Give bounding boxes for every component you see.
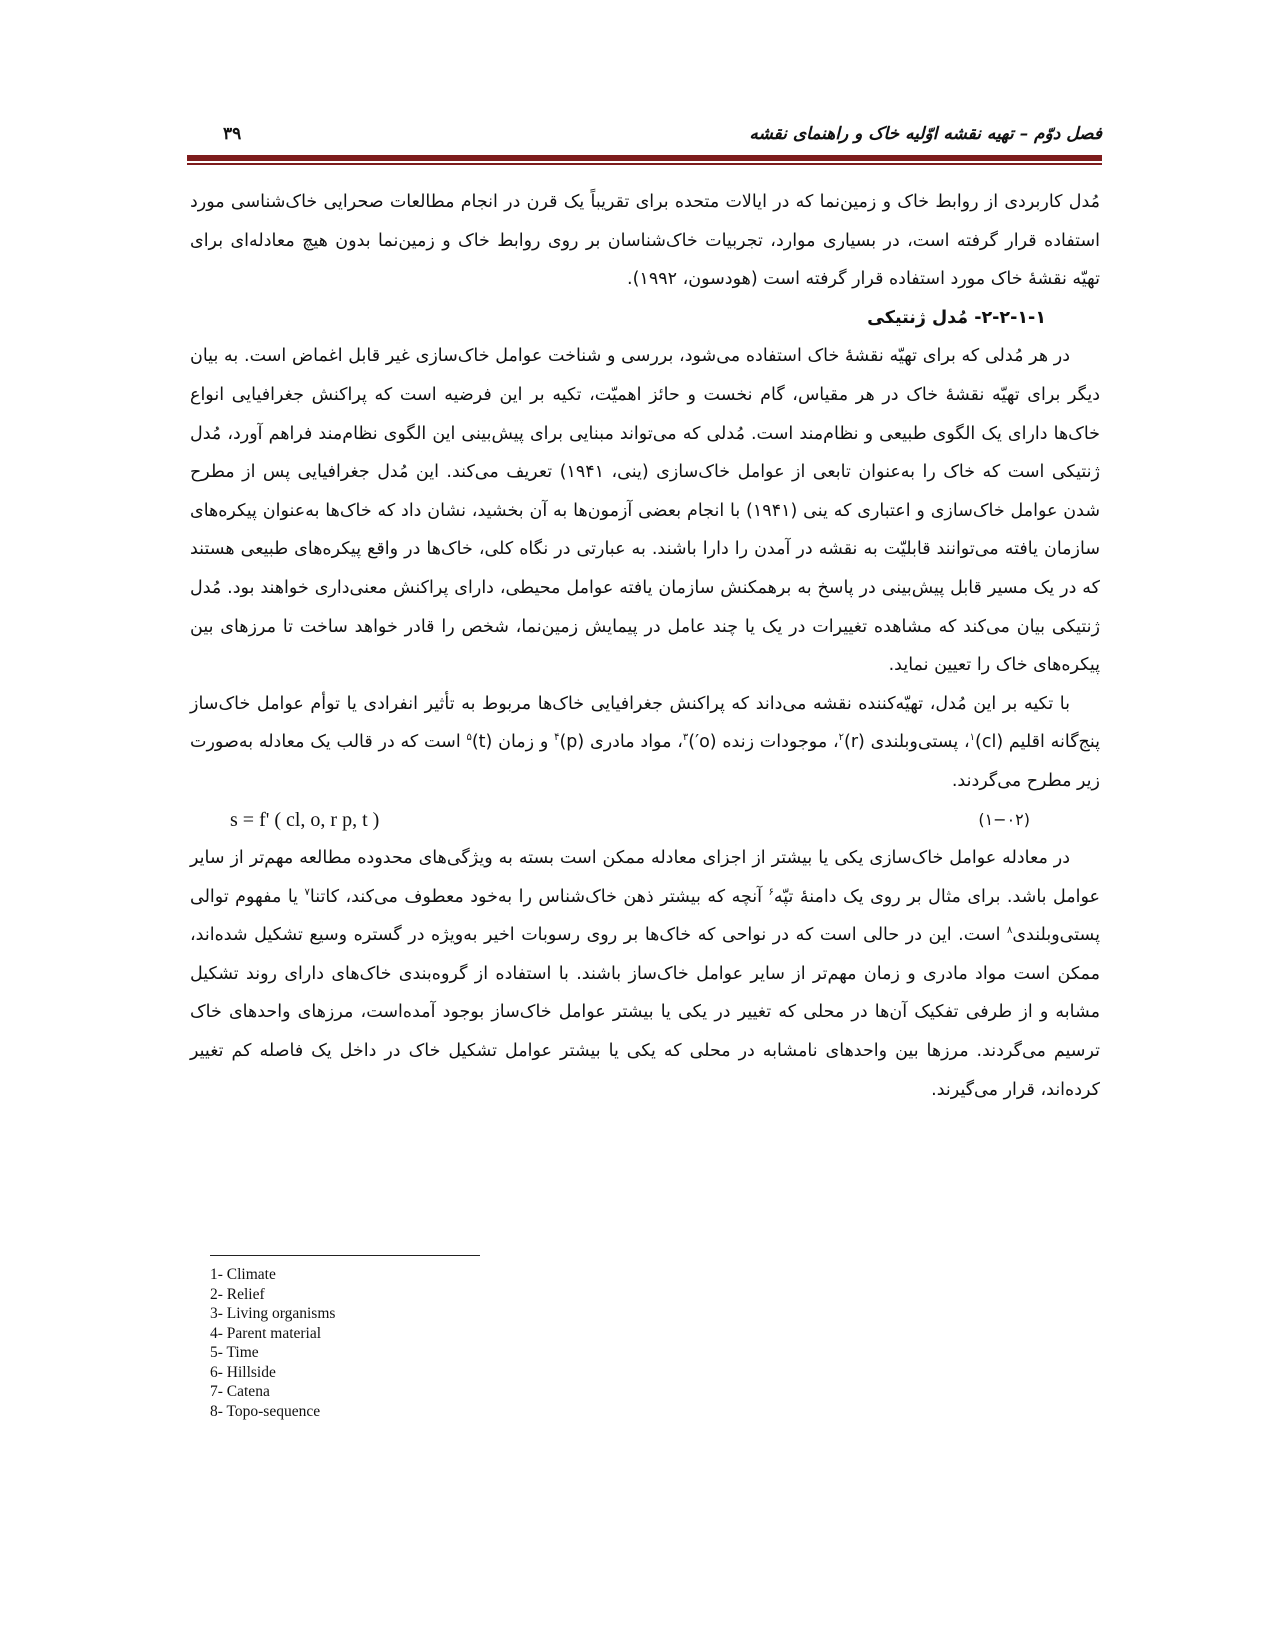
- paragraph-4-part-d: است. این در حالی است که در نواحی که خاک‌ها بر روی رسوبات اخیر به‌ویژه در گستره وسیع تشکیل شده‌اند، ممکن است مواد مادری و زمان مهم‌تر از سایر عوامل خاک‌ساز باشند. با استفاده از گروه‌بندی خاک‌های دارای روند تشکیل مشابه و از طرفی تفکیک آن‌ها در محلی که تغییر در یکی یا بیشتر عوامل خاک‌ساز بوجود آمده‌است، مرزهای واحدهای خاک ترسیم می‌گردند. مرزها بین واحدهای نامشابه در محلی که یکی یا بیشتر عوامل تشکیل خاک در داخل یک فاصله کم تغییر کرده‌اند، قرار می‌گیرند.: [190, 925, 1100, 1100]
- equation: s = f' ( cl, o, r p, t ): [230, 808, 380, 831]
- main-text: [190, 183, 1100, 1109]
- paragraph-3-part-f: است که در قالب یک معادله به‌صورت زیر مطرح می‌گردند.: [190, 732, 1100, 791]
- page-number: ۳۹: [223, 124, 242, 144]
- paragraph-1: مُدل کاربردی از روابط خاک و زمین‌نما که در ایالات متحده برای تقریباً یک قرن در انجام مطالعات صحرایی خاک‌شناسی مورد استفاده قرار گرفته است، در بسیاری موارد، تجربیات خاک‌شناسان بر روی روابط خاک و زمین‌نما بدون هیچ معادله‌ای برای تهیّه نقشهٔ خاک مورد استفاده قرار گرفته است (هودسون، ۱۹۹۲).: [190, 192, 1100, 290]
- paragraph-4-part-c: یا مفهوم توالی پستی‌وبلندی: [190, 886, 1100, 946]
- footnote-item: 4- Parent material: [210, 1324, 322, 1342]
- footnote-mark-2: ۲: [838, 732, 844, 744]
- paragraph-3-part-b: ، پستی‌وبلندی (r): [843, 732, 970, 753]
- footnote-item: 8- Topo-sequence: [210, 1402, 321, 1420]
- footnote-item: 3- Living organisms: [210, 1305, 336, 1322]
- paragraph-4-part-a: در معادله عوامل خاک‌سازی یکی یا بیشتر از اجزای معادله ممکن است بسته به ویژگی‌های محدوده مطالعه مهم‌تر از سایر عوامل باشد. برای مثال بر روی یک دامنهٔ تپّه: [190, 848, 1100, 907]
- header-rule-thin: [187, 163, 1102, 165]
- page-header: [187, 124, 1102, 152]
- header-rule-thick: [187, 155, 1102, 161]
- footnote-item: 2- Relief: [210, 1285, 265, 1303]
- paragraph-3-part-e: و زمان (t): [471, 732, 555, 753]
- footnote-mark-5: ۵: [466, 732, 472, 744]
- footnote-item: 5- Time: [210, 1344, 259, 1361]
- footnote-mark-8: ۸: [1006, 925, 1013, 937]
- paragraph-2: در هر مُدلی که برای تهیّه نقشهٔ خاک استفاده می‌شود، بررسی و شناخت عوامل خاک‌سازی غیر قابل اغماض است. به بیان دیگر برای تهیّه نقشهٔ خاک در هر مقیاس، گام نخست و حائز اهمیّت، تکیه بر این فرضیه است که پراکنش جغرافیایی انواع خاک‌ها دارای یک الگوی طبیعی و نظام‌مند است. مُدلی که می‌تواند مبنایی برای پیش‌بینی این الگوی نظام‌مند فراهم آورد، مُدل ژنتیکی است که خاک را به‌عنوان تابعی از عوامل خاک‌سازی (ینی، ۱۹۴۱) تعریف می‌کند. این مُدل جغرافیایی پس از مطرح شدن عوامل خاک‌سازی و اعتباری که ینی (۱۹۴۱) با انجام بعضی آزمون‌ها به آن بخشید، نشان داد که خاک‌ها به‌عنوان پیکره‌های سازمان یافته می‌توانند قابلیّت به نقشه در آمدن را دارا باشند. به عبارتی در نگاه کلی، خاک‌ها در واقع پیکره‌های طبیعی هستند که در یک مسیر قابل پیش‌بینی در پاسخ به برهمکنش سازمان یافته عوامل محیطی، دارای پراکنش معنی‌داری خواهند بود. مُدل ژنتیکی بیان می‌کند که مشاهده تغییرات در یک یا چند عامل در پیمایش زمین‌نما، شخص را قادر خواهد ساخت تا مرزهای بین پیکره‌های خاک را تعیین نماید.: [190, 346, 1100, 676]
- footnote-mark-6: ۶: [768, 886, 774, 898]
- paragraph-3: [190, 685, 1100, 801]
- section-heading: ۲-۲-۱-۱- مُدل ژنتیکی: [867, 307, 1046, 328]
- paragraph-3-part-d: ، مواد مادری (p): [559, 732, 683, 753]
- paragraph-4-part-b: آنچه که بیشتر ذهن خاک‌شناس را به‌خود معطوف می‌کند، کاتنا: [309, 886, 769, 907]
- footnote-mark-7: ۷: [304, 886, 310, 898]
- footnote-item: 1- Climate: [210, 1266, 276, 1283]
- paragraph-3-part-a: با تکیه بر این مُدل، تهیّه‌کننده نقشه می‌داند که پراکنش جغرافیایی خاک‌ها مربوط به تأثیر انفرادی یا توأم عوامل خاک‌ساز پنج‌گانه اقلیم (cl): [190, 693, 1100, 753]
- footnote-mark-3: ۳: [682, 732, 689, 744]
- paragraph-3-part-c: ، موجودات زنده (o′): [688, 732, 839, 753]
- footnote-item: 6- Hillside: [210, 1363, 276, 1381]
- footnote-item: 7- Catena: [210, 1383, 270, 1400]
- footnotes: [210, 1265, 335, 1421]
- chapter-title: فصل دوّم – تهیه نقشه اوّلیه خاک و راهنمای نقشه: [749, 124, 1102, 144]
- equation-number: (۱−۰۲): [978, 809, 1030, 829]
- equation-row: [190, 801, 1100, 840]
- footnote-mark-1: ۱: [969, 732, 976, 744]
- paragraph-4: [190, 839, 1100, 1109]
- footnote-separator: [210, 1255, 480, 1256]
- footnote-mark-4: ۴: [554, 732, 560, 744]
